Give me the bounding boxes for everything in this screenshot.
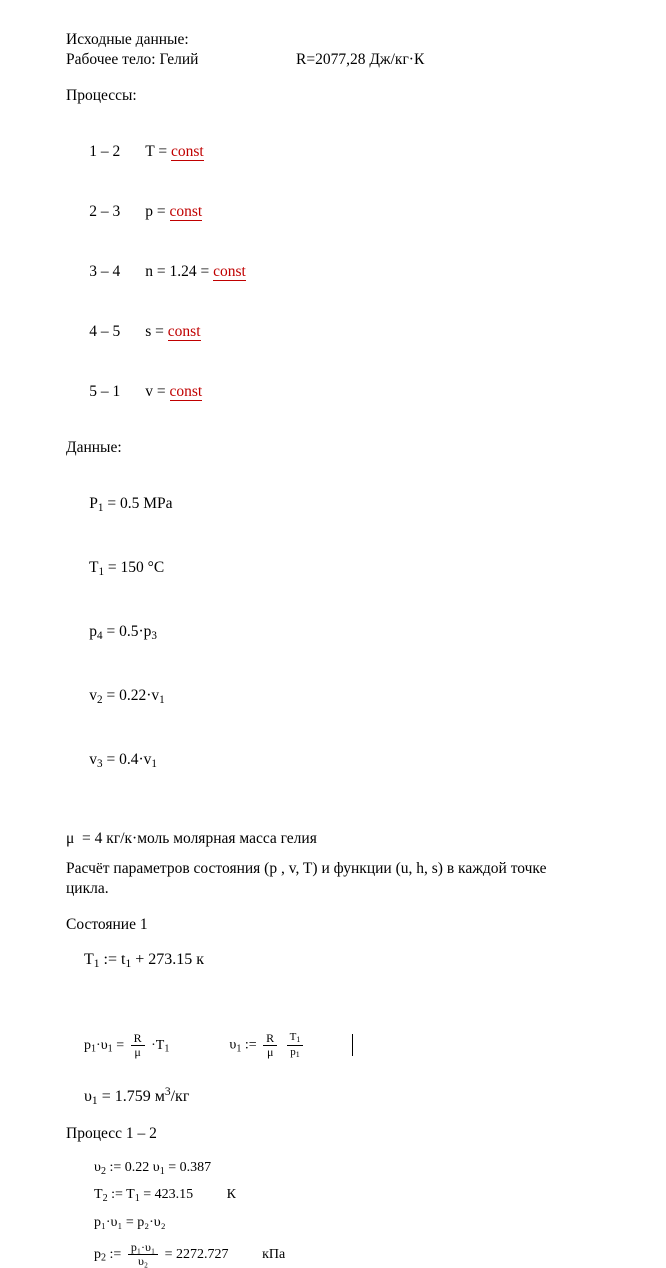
right-fraction-2 — [287, 1031, 304, 1060]
working-body-label: Рабочее тело: Гелий — [66, 51, 199, 68]
data-var-sub: 2 — [97, 694, 103, 707]
process-expr-value: const — [169, 203, 203, 220]
state1-formula[interactable] — [84, 951, 626, 971]
data-rest: = 0.4·v — [102, 751, 152, 769]
process-range: 4 – 5 — [89, 323, 121, 340]
data-line-v3 — [66, 730, 626, 794]
v1-units: м — [154, 1087, 165, 1105]
data-line-p1 — [66, 474, 626, 538]
v2-var: υ — [94, 1160, 101, 1176]
gas-constant-value: R=2077,28 Дж/кг·К — [296, 51, 425, 68]
data-rest-sub: 1 — [159, 694, 165, 707]
right-fraction-1 — [263, 1032, 277, 1059]
v2-sub: 2 — [100, 1165, 106, 1177]
process-row — [66, 182, 626, 242]
process-range: 5 – 1 — [89, 383, 121, 400]
right-frac2-num-var: T — [289, 1031, 297, 1043]
p2-frac-num: p₁·υ₁ — [128, 1241, 158, 1255]
process-expr-prefix: s = — [145, 323, 168, 340]
data-rest-sub: 3 — [151, 630, 157, 643]
p2-assign: := — [109, 1246, 122, 1262]
text-cursor[interactable] — [352, 1034, 353, 1056]
v1-units-sup: 3 — [164, 1085, 171, 1098]
p2-units: кПа — [262, 1246, 286, 1262]
process12-line-pv-equality[interactable]: p₁·υ₁ = p₂·υ₂ — [94, 1214, 166, 1230]
data-rest: = 0.5 MPa — [103, 495, 173, 512]
formula-tail: + 273.15 к — [131, 950, 205, 968]
v2-assign: := — [109, 1160, 122, 1176]
right-frac2-num-sub: 1 — [296, 1035, 301, 1045]
v1-sub: 1 — [91, 1094, 98, 1107]
data-line-t1 — [66, 538, 626, 602]
data-var-sub: 1 — [98, 566, 105, 579]
t2-assign: := — [111, 1187, 123, 1203]
t2-eq: = 423.15 — [143, 1187, 194, 1203]
formula-lhs-sub: 1 — [93, 957, 100, 970]
left-dot: ·υ — [96, 1037, 108, 1053]
v2-expr-sub: 1 — [159, 1165, 165, 1177]
left-frac-num: R — [131, 1032, 145, 1046]
data-heading: Данные: — [66, 439, 122, 456]
data-var-sub: 1 — [97, 502, 104, 515]
formula-rhs-sub: 1 — [125, 957, 132, 970]
t2-var: T — [94, 1187, 103, 1203]
formula-assign: := — [103, 950, 118, 968]
molar-mass-line: μ = 4 кг/к·моль молярная масса гелия — [66, 829, 317, 847]
p2-sub: 2 — [101, 1252, 107, 1264]
process12-line-v2[interactable] — [94, 1160, 626, 1177]
process-row — [66, 362, 626, 422]
task-line-1: Расчёт параметров состояния (p , v, T) и функции (u, h, s) в каждой точке — [66, 859, 547, 877]
left-tail-sub: 1 — [164, 1043, 170, 1055]
t2-units: К — [226, 1187, 237, 1203]
left-fraction — [131, 1032, 145, 1059]
data-var: P — [89, 495, 98, 512]
v2-eq: = 0.387 — [168, 1160, 212, 1176]
process-expr-value: const — [167, 323, 201, 340]
data-var: p — [89, 623, 97, 641]
process-expr-prefix: p = — [145, 203, 170, 220]
process-row — [66, 302, 626, 362]
process-row — [66, 242, 626, 302]
state1-heading: Состояние 1 — [66, 915, 148, 933]
data-line-p4 — [66, 602, 626, 666]
left-p-sub: 1 — [91, 1043, 97, 1055]
data-var: T — [88, 559, 99, 577]
right-frac2-den-sub: 1 — [295, 1050, 300, 1060]
process-expr-value: const — [170, 143, 204, 160]
data-rest: = 0.5·p — [102, 623, 152, 641]
formula-rhs: t — [121, 950, 126, 968]
p2-eq: = 2272.727 — [164, 1246, 229, 1262]
right-assign: := — [244, 1037, 257, 1053]
data-var: v — [89, 687, 97, 705]
left-eq: = — [116, 1037, 125, 1053]
process-expr-value: const — [213, 263, 246, 280]
right-v: υ — [229, 1037, 237, 1053]
processes-heading: Процессы: — [66, 87, 137, 104]
data-var-sub: 3 — [97, 758, 103, 771]
formula-lhs-var: T — [84, 950, 94, 968]
t2-expr: T — [126, 1187, 135, 1203]
process12-line-p2[interactable] — [94, 1241, 626, 1268]
data-line-v2 — [66, 666, 626, 730]
right-v-sub: 1 — [236, 1043, 242, 1055]
t2-expr-sub: 1 — [134, 1193, 140, 1205]
t2-sub: 2 — [102, 1193, 108, 1205]
process12-line-t2[interactable] — [94, 1187, 626, 1204]
right-frac1-num: R — [263, 1032, 277, 1046]
process-expr-prefix: T = — [145, 143, 171, 160]
p2-frac-den: υ₂ — [137, 1254, 149, 1268]
v1-var: υ — [84, 1087, 92, 1105]
data-var: v — [89, 751, 97, 769]
process-range: 3 – 4 — [89, 263, 121, 280]
v2-expr: 0.22 υ — [124, 1160, 160, 1176]
p2-var: p — [94, 1246, 101, 1262]
left-dot-sub: 1 — [107, 1043, 113, 1055]
process-expr-prefix: n = 1.24 = — [145, 263, 214, 280]
process12-heading: Процесс 1 – 2 — [66, 1125, 157, 1143]
data-rest-sub: 1 — [151, 758, 157, 771]
working-body-row — [66, 50, 626, 70]
right-frac2-num — [287, 1031, 304, 1046]
process-row — [66, 122, 626, 182]
v1-units-tail: /кг — [170, 1087, 190, 1105]
process-range: 2 – 3 — [89, 203, 121, 220]
v1-eq: = 1.759 — [101, 1087, 151, 1105]
formula-left-pv — [84, 1032, 169, 1059]
process-expr-prefix: v = — [145, 383, 170, 400]
data-rest: = 150 °C — [104, 559, 165, 577]
left-p: p — [84, 1037, 91, 1053]
data-var-sub: 4 — [97, 630, 103, 643]
left-tail: ·T — [151, 1037, 165, 1053]
initial-data-heading: Исходные данные: — [66, 31, 189, 48]
task-line-2: цикла. — [66, 879, 109, 897]
formula-block-1[interactable] — [84, 1031, 626, 1060]
left-frac-den: μ — [134, 1044, 141, 1059]
v1-result[interactable] — [84, 1086, 626, 1108]
process-expr-value: const — [169, 383, 203, 400]
process-range: 1 – 2 — [89, 143, 121, 160]
data-rest: = 0.22·v — [102, 687, 160, 705]
right-frac2-den — [287, 1046, 304, 1060]
right-frac2-den-var: p — [290, 1045, 296, 1058]
formula-right-v1 — [229, 1031, 306, 1060]
document-content — [66, 30, 626, 1268]
right-frac1-den: μ — [266, 1044, 274, 1059]
p2-fraction — [128, 1241, 158, 1268]
